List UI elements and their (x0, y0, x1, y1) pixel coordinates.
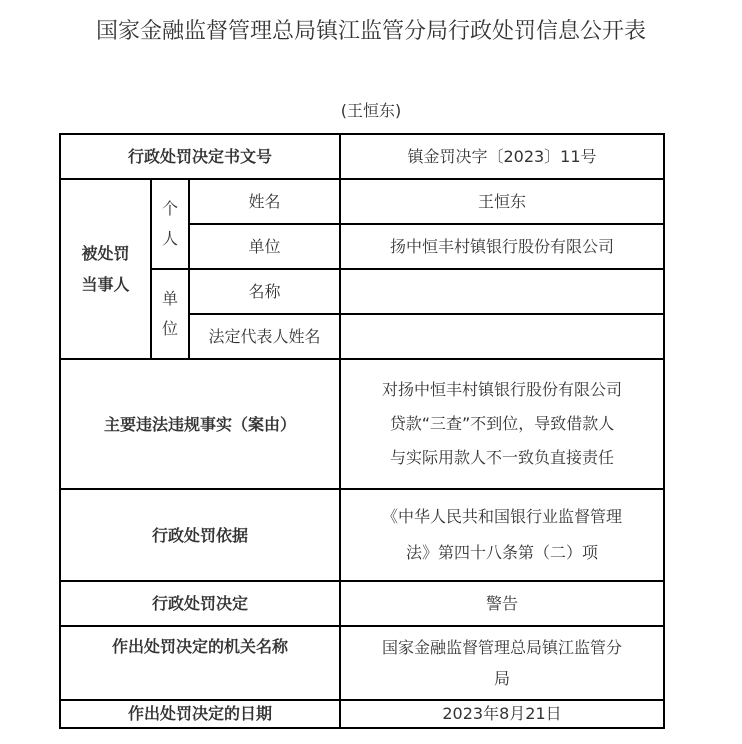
doc-no-value: 镇金罚决字〔2023〕11号 (340, 134, 664, 179)
penalty-info-table (59, 133, 665, 729)
page-subtitle: (王恒东) (340, 101, 402, 120)
basis-value (340, 489, 664, 581)
party-label-line: 被处罚 (81, 244, 130, 263)
table-row (60, 269, 664, 314)
org-char: 位 (161, 319, 178, 338)
basis-line: 《中华人民共和国银行业监督管理 (381, 507, 622, 526)
authority-label: 作出处罚决定的机关名称 (60, 626, 340, 700)
date-label: 作出处罚决定的日期 (60, 700, 340, 728)
name-label: 姓名 (189, 179, 340, 224)
doc-no-label: 行政处罚决定书文号 (60, 134, 340, 179)
org-char: 单 (161, 289, 178, 308)
facts-line: 与实际用款人不一致负直接责任 (389, 448, 614, 467)
facts-line: 贷款“三查”不到位，导致借款人 (389, 414, 615, 433)
decision-label: 行政处罚决定 (60, 581, 340, 626)
decision-value: 警告 (340, 581, 664, 626)
individual-label (151, 179, 189, 269)
legal-rep-value (340, 314, 664, 359)
individual-char: 人 (161, 229, 178, 248)
basis-line: 法》第四十八条第（二）项 (405, 543, 598, 562)
table-row (60, 700, 664, 728)
name-value: 王恒东 (340, 179, 664, 224)
table-row (60, 581, 664, 626)
facts-line: 对扬中恒丰村镇银行股份有限公司 (381, 380, 622, 399)
table-row (60, 489, 664, 581)
table-row (60, 179, 664, 224)
facts-label: 主要违法违规事实（案由） (60, 359, 340, 489)
authority-value (340, 626, 664, 700)
date-value: 2023年8月21日 (340, 700, 664, 728)
facts-value (340, 359, 664, 489)
unit-value: 扬中恒丰村镇银行股份有限公司 (340, 224, 664, 269)
table-row (60, 626, 664, 700)
authority-line: 局 (493, 669, 510, 688)
unit-label: 单位 (189, 224, 340, 269)
party-label (60, 179, 151, 359)
page-title: 国家金融监督管理总局镇江监管分局行政处罚信息公开表 (95, 19, 646, 44)
org-name-value (340, 269, 664, 314)
table-row (60, 134, 664, 179)
table-row (60, 359, 664, 489)
individual-char: 个 (161, 199, 178, 218)
basis-label: 行政处罚依据 (60, 489, 340, 581)
org-label (151, 269, 189, 359)
authority-line: 国家金融监督管理总局镇江监管分 (381, 638, 622, 657)
party-label-line: 当事人 (81, 275, 130, 294)
legal-rep-label: 法定代表人姓名 (189, 314, 340, 359)
org-name-label: 名称 (189, 269, 340, 314)
